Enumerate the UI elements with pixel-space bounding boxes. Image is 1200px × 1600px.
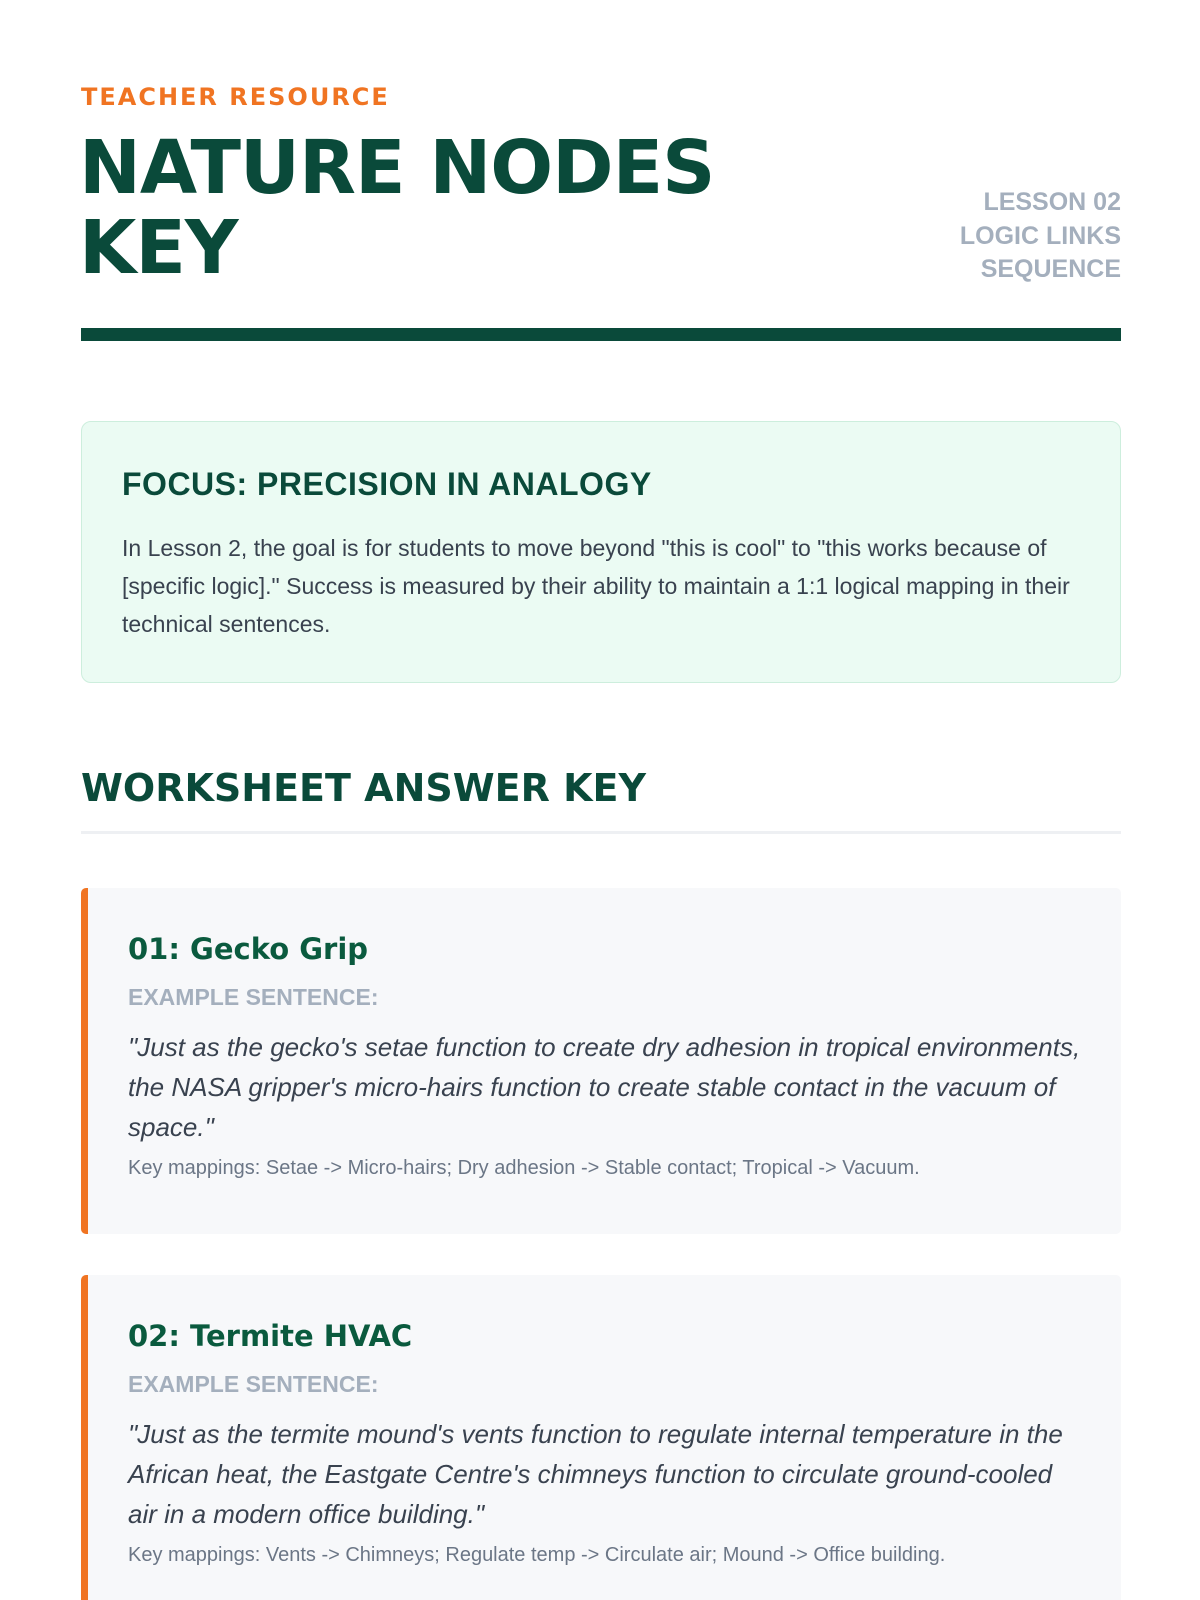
section-divider [81, 831, 1121, 834]
card-label: EXAMPLE SENTENCE: [128, 1371, 379, 1397]
card-sentence: "Just as the gecko's setae function to create dry adhesion in tropical environments, the NASA gripper's micro-hairs function to create stable contact in the vacuum of space." [128, 1032, 1081, 1142]
lesson-meta [960, 186, 1121, 287]
focus-callout [81, 421, 1121, 683]
answer-card [81, 1275, 1121, 1600]
answer-card [81, 888, 1121, 1234]
card-sentence: "Just as the termite mound's vents function to regulate internal temperature in the African heat, the Eastgate Centre's chimneys function to circulate ground-cooled air in a modern office building." [128, 1419, 1063, 1529]
card-label: EXAMPLE SENTENCE: [128, 984, 379, 1010]
focus-body: In Lesson 2, the goal is for students to move beyond "this is cool" to "this works because of [specific logic]." Success is measured by their ability to maintain a 1:1 logical mapping in their technical sentences. [122, 535, 1070, 637]
page-title: NATURE NODES KEY [79, 125, 715, 291]
lesson-topic: LOGIC LINKS [959, 221, 1121, 250]
card-mappings: Key mappings: Setae -> Micro-hairs; Dry adhesion -> Stable contact; Tropical -> Vacuum. [128, 1157, 920, 1179]
focus-title: FOCUS: PRECISION IN ANALOGY [122, 466, 652, 502]
header-divider [81, 328, 1121, 341]
card-mappings: Key mappings: Vents -> Chimneys; Regulate temp -> Circulate air; Mound -> Office building. [128, 1544, 946, 1566]
lesson-type: SEQUENCE [980, 255, 1121, 283]
card-title: 01: Gecko Grip [128, 932, 369, 966]
card-title: 02: Termite HVAC [128, 1319, 413, 1353]
eyebrow-label: TEACHER RESOURCE [81, 83, 390, 111]
section-title: WORKSHEET ANSWER KEY [81, 766, 647, 810]
lesson-number: LESSON 02 [983, 188, 1121, 216]
